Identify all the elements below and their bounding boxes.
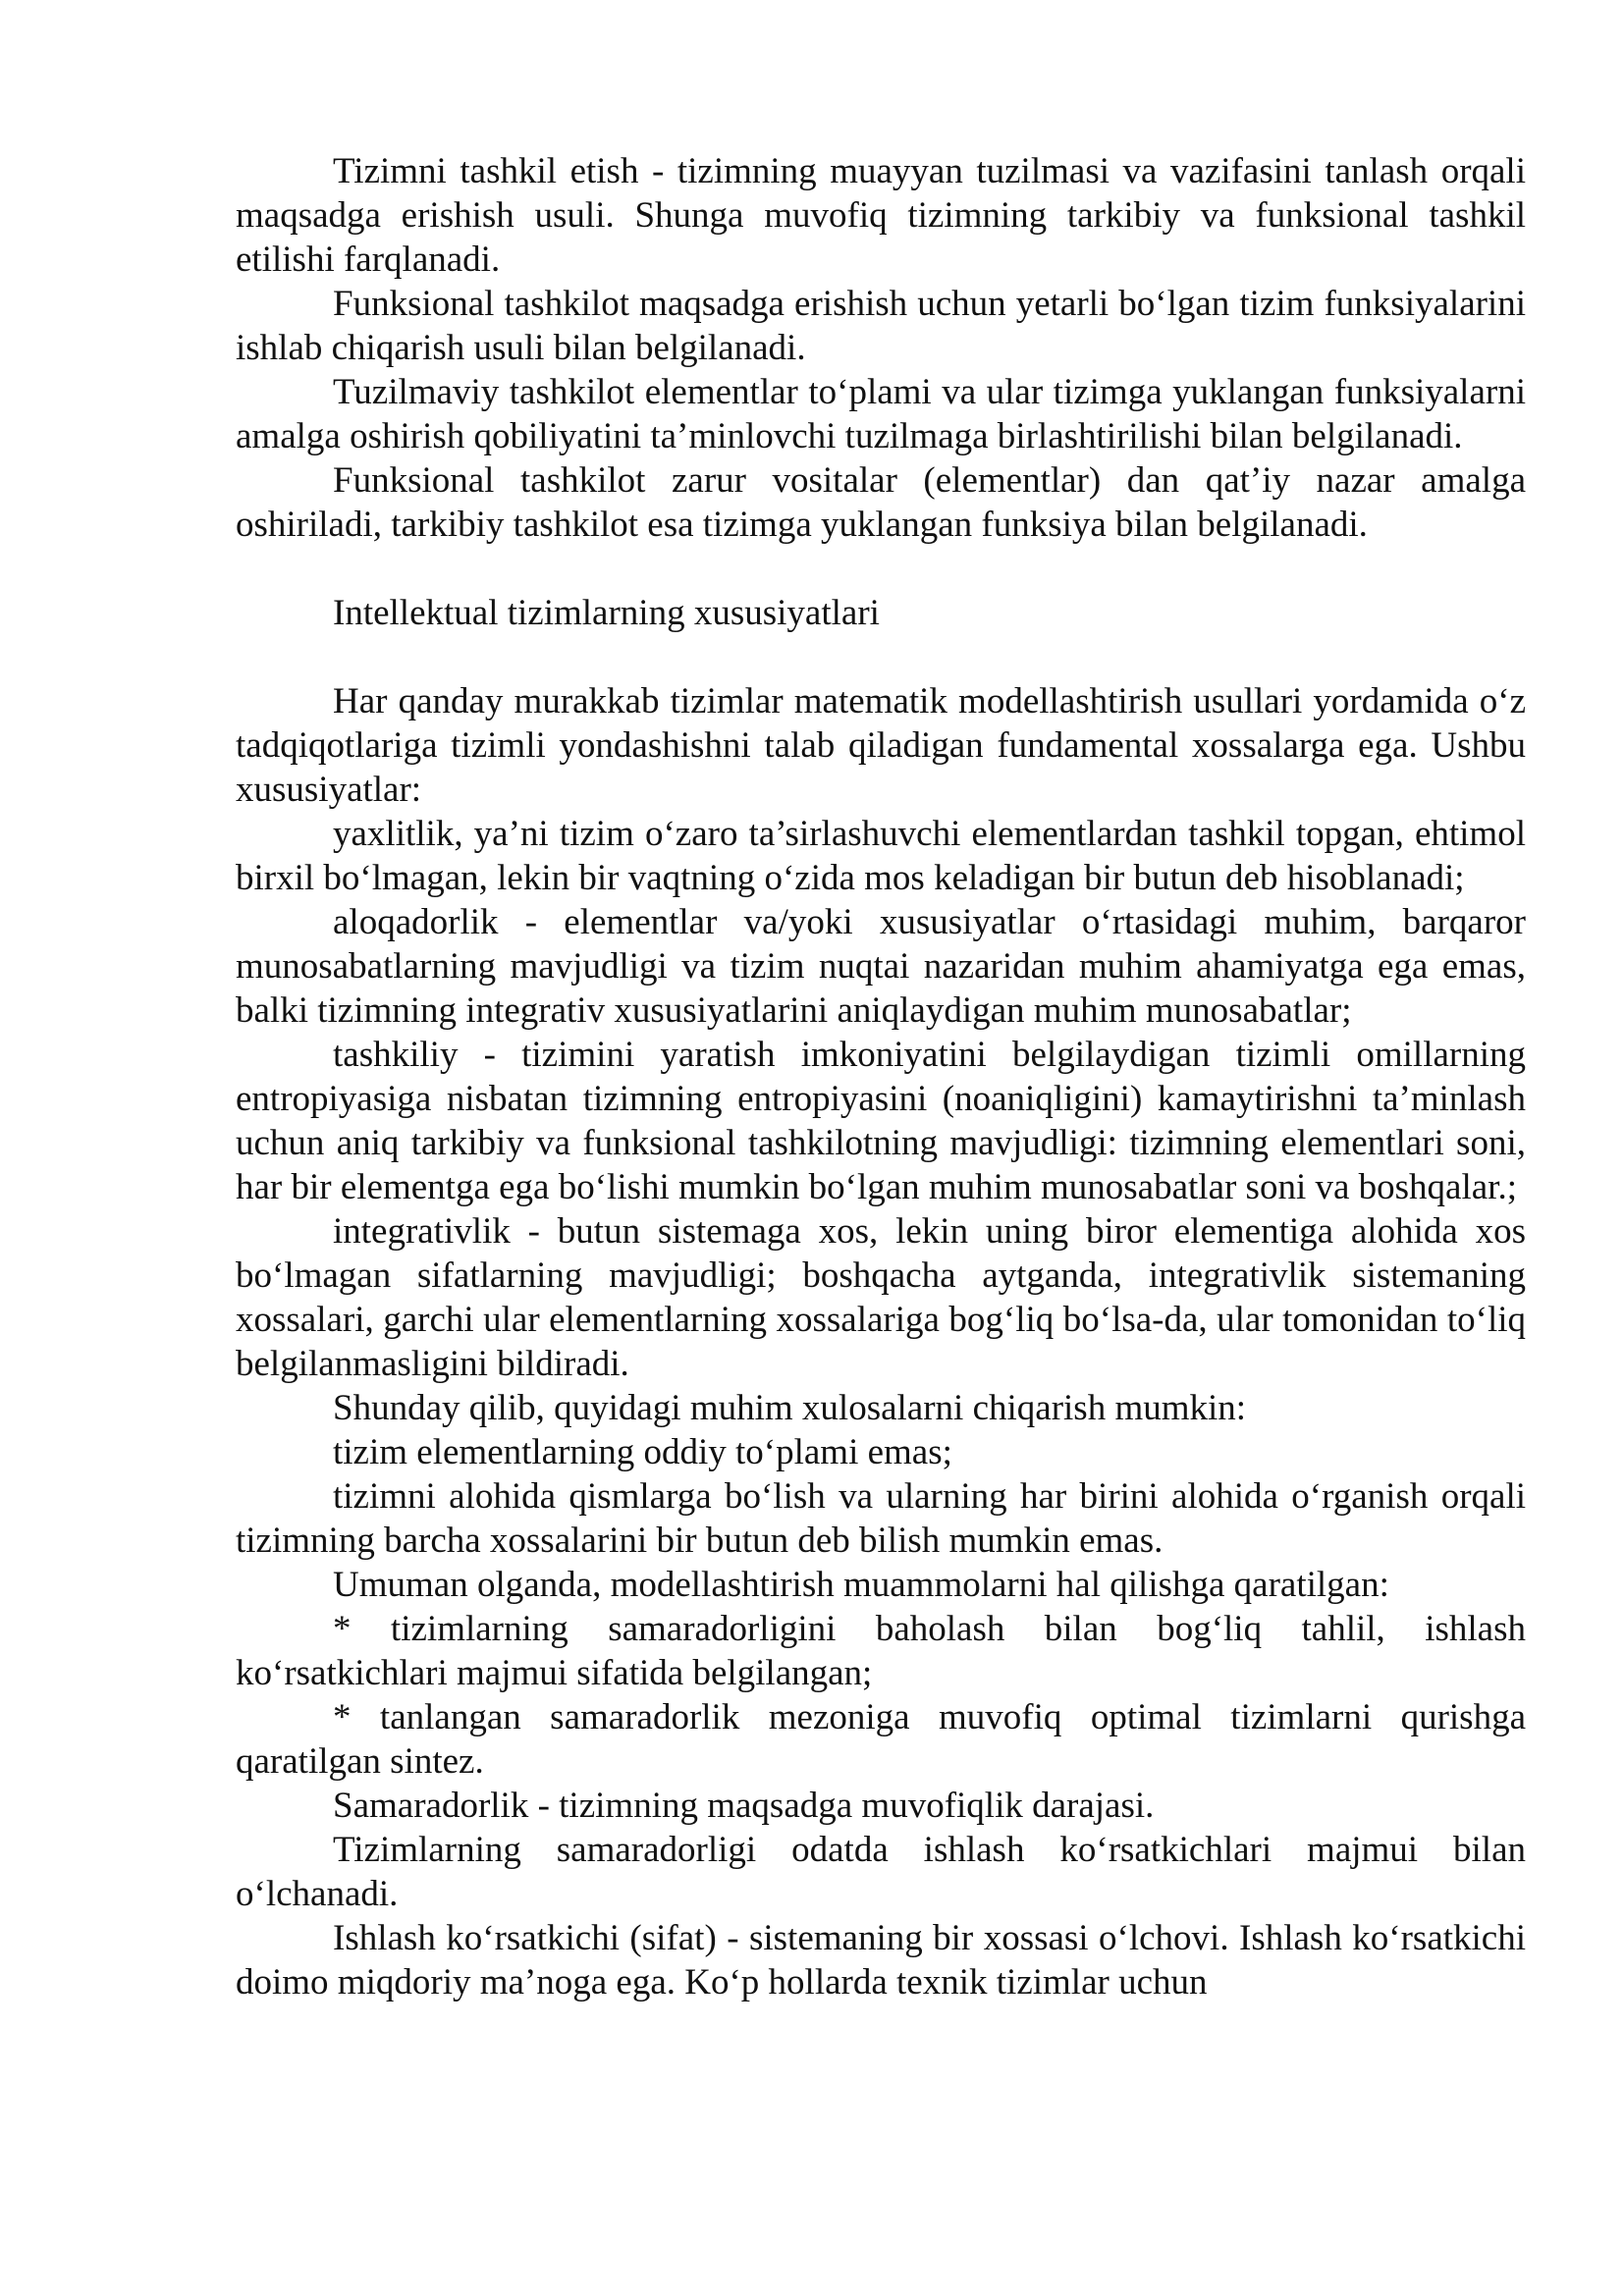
paragraph-synthesis-item: * tanlangan samaradorlik mezoniga muvofiq optimal tizimlarni qurishga qaratilgan sintez. [236,1697,1526,1782]
paragraph-organization: tashkiliy - tizimini yaratish imkoniyatini belgilaydigan tizimli omillarning entropiyasiga nisbatan tizimning entropiyasini (noaniqligini) kamaytirishni ta’minlash uchun aniq tarkibiy va funksional tashkilotning mavjudligi: tizimning elementlari soni, har bir elementga ega bo‘lishi mumkin bo‘lgan muhim munosabatlar soni va boshqalar.; [236,1035,1526,1207]
paragraph-integrativity: integrativlik - butun sistemaga xos, lekin uning biror elementiga alohida xos bo‘lmagan sifatlarning mavjudligi; boshqacha aytganda, integrativlik sistemaning xossalari, garchi ular elementlarning xossalariga bog‘liq bo‘lsa-da, ular tomonidan to‘liq belgilanmasligini bildiradi. [236,1211,1526,1384]
paragraph-efficiency-definition: Samaradorlik - tizimning maqsadga muvofiqlik darajasi. [333,1786,1155,1826]
paragraph-conclusion-two: tizimni alohida qismlarga bo‘lish va ularning har birini alohida o‘rganish orqali tizimning barcha xossalarini bir butun deb bilish mumkin emas. [236,1476,1526,1561]
paragraph-modeling-goals: Umuman olganda, modellashtirish muammolarni hal qilishga qaratilgan: [333,1565,1389,1605]
paragraph-conclusion-one: tizim elementlarning oddiy to‘plami emas; [333,1432,952,1472]
paragraph-performance-indicator: Ishlash ko‘rsatkichi (sifat) - sistemaning bir xossasi o‘lchovi. Ishlash ko‘rsatkichi doimo miqdoriy ma’noga ega. Ko‘p hollarda texnik tizimlar uchun [236,1918,1526,2002]
paragraph-integrity: yaxlitlik, ya’ni tizim o‘zaro ta’sirlashuvchi elementlardan tashkil topgan, ehtimol birxil bo‘lmagan, lekin bir vaqtning o‘zida mos keladigan bir butun deb hisoblanadi; [236,814,1526,898]
paragraph-system-organization: Tizimni tashkil etish - tizimning muayyan tuzilmasi va vazifasini tanlash orqali maqsadga erishish usuli. Shunga muvofiq tizimning tarkibiy va funksional tashkil etilishi farqlanadi. [236,151,1526,280]
paragraph-conclusions-intro: Shunday qilib, quyidagi muhim xulosalarni chiqarish mumkin: [333,1388,1247,1428]
paragraph-efficiency-measurement: Tizimlarning samaradorligi odatda ishlash ko‘rsatkichlari majmui bilan o‘lchanadi. [236,1830,1526,1914]
paragraph-functional-organization: Funksional tashkilot maqsadga erishish uchun yetarli bo‘lgan tizim funksiyalarini ishlab chiqarish usuli bilan belgilanadi. [236,284,1526,368]
paragraph-complex-systems: Har qanday murakkab tizimlar matematik modellashtirish usullari yordamida o‘z tadqiqotlariga tizimli yondashishni talab qiladigan fundamental xossalarga ega. Ushbu xususiyatlar: [236,681,1526,810]
paragraph-organization-comparison: Funksional tashkilot zarur vositalar (elementlar) dan qat’iy nazar amalga oshiriladi, tarkibiy tashkilot esa tizimga yuklangan funksiya bilan belgilanadi. [236,460,1526,545]
paragraph-analysis-item: * tizimlarning samaradorligini baholash bilan bog‘liq tahlil, ishlash ko‘rsatkichlari majmui sifatida belgilangan; [236,1609,1526,1693]
paragraph-connectivity: aloqadorlik - elementlar va/yoki xususiyatlar o‘rtasidagi muhim, barqaror munosabatlarning mavjudligi va tizim nuqtai nazaridan muhim ahamiyatga ega emas, balki tizimning integrativ xususiyatlarini aniqlaydigan muhim munosabatlar; [236,902,1526,1031]
paragraph-structural-organization: Tuzilmaviy tashkilot elementlar to‘plami va ular tizimga yuklangan funksiyalarni amalga oshirish qobiliyatini ta’minlovchi tuzilmaga birlashtirilishi bilan belgilanadi. [236,372,1526,456]
document-body [236,149,1526,2004]
section-heading: Intellektual tizimlarning xususiyatlari [333,593,880,633]
